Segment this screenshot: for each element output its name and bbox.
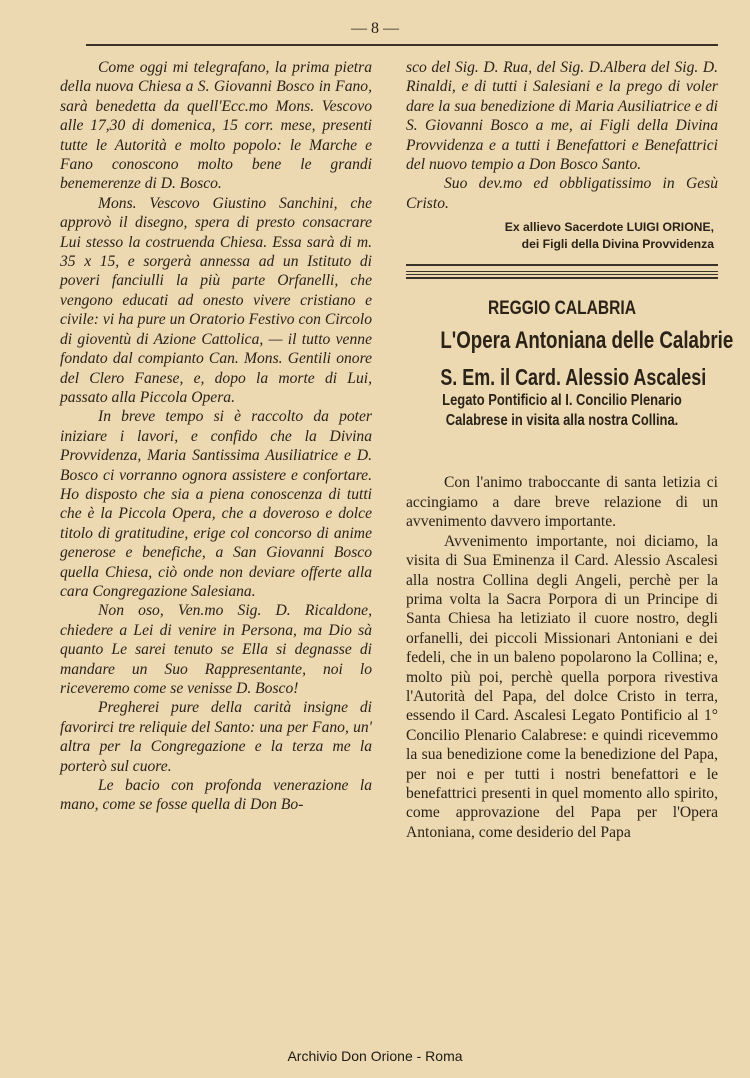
archive-footer: Archivio Don Orione - Roma (287, 1048, 463, 1064)
letter-closing: Suo dev.mo ed obbligatissimo in Gesù Cristo. (406, 175, 718, 212)
article-description (409, 391, 714, 431)
left-paragraph-2: Mons. Vescovo Giustino Sanchini, che approvò il disegno, spera di presto consacrare Lui stesso la costruenda Chiesa. Essa sarà di m. 35 x 15, e sorgerà annessa ad un Istituto di poveri fanciulli la più parte Orfanelli, che vengono educati ad onesto vivere cristiano e civile: vi ha pure un Oratorio Festivo con Circolo di gioventù di Azione Cattolica, — il tutto venne fondato dal compianto Can. Mons. Gentili onore del Clero Fanese, e, dopo la morte di Lui, passato alla Piccola Opera. (60, 194, 372, 406)
city-heading: REGGIO CALABRIA (487, 298, 637, 320)
article-description-line-2: Calabrese in visita alla nostra Collina. (445, 412, 679, 430)
section-divider-lower (406, 274, 718, 279)
left-paragraph-3: In breve tempo si è raccolto da poter iniziare i lavori, e confido che la Divina Provvidenza, Maria Santissima Ausiliatrice e D. Bosco ci vorranno ognora assistere e confortare. Ho disposto che sia a piena conoscenza di tutti che è la Piccola Opera, che a doveroso e dolce titolo di gratitudine, erige col concorso di anime generose e benefiche, a San Giovanni Bosco quella Chiesa, ciò onde non deviare offerte alla cara Congregazione Salesiana. (60, 408, 372, 600)
page-number: — 8 — (351, 20, 399, 37)
top-divider (86, 44, 718, 46)
article-subtitle: S. Em. il Card. Alessio Ascalesi (440, 364, 707, 391)
signature (406, 219, 718, 253)
signature-line-1: Ex allievo Sacerdote LUIGI ORIONE, (504, 220, 714, 235)
right-column (406, 58, 734, 842)
left-paragraph-1: Come oggi mi telegrafano, la prima pietra della nuova Chiesa a S. Giovanni Bosco in Fano, sarà benedetta da quell'Ecc.mo Mons. Vescovo alle 17,30 di domenica, 15 corr. mese, presenti tutte le Autorità e molto popolo: le Marche e Fano conoscono molto bene le grandi benemerenze di D. Bosco. (60, 59, 372, 193)
article-paragraph-2: Avvenimento importante, noi diciamo, la visita di Sua Eminenza il Card. Alessio Ascalesi alla nostra Collina degli Angeli, perchè per la prima volta la Sacra Porpora di un Principe di Santa Chiesa ha letiziato il cuore nostro, degli orfanelli, dei piccoli Missionari Antoniani e dei fedeli, che in un baleno popolarono la Collina; e, molto più poi, perchè quella porpora rivestiva l'Autorità del Papa, del dolce Cristo in terra, essendo il Card. Ascalesi Legato Pontificio al 1° Concilio Plenario Calabrese: e quindi ricevemmo la sua benedizione come la benedizione del Papa, per noi e per tutti i nostri benefattori e le benefattrici presenti in quel momento allo spirito, come approvazione del Papa per l'Opera Antoniana, come desiderio del Papa (406, 532, 718, 841)
article-paragraph-1: Con l'animo traboccante di santa letizia ci accingiamo a dare breve relazione di un avvenimento davvero importante. (406, 474, 718, 531)
article-description-line-1: Legato Pontificio al I. Concilio Plenario (442, 392, 682, 410)
left-paragraph-4: Non oso, Ven.mo Sig. D. Ricaldone, chiedere a Lei di venire in Persona, ma Dio sà quanto Le sarei tenuto se Ella si degnasse di mandare un Suo Rappresentante, noi lo riceveremo come se venisse D. Bosco! (60, 602, 372, 697)
signature-line-2: dei Figli della Divina Provvidenza (521, 237, 714, 252)
left-paragraph-5: Pregherei pure della carità insigne di favorirci tre reliquie del Santo: una per Fano, un' altra per la Congregazione e la terza me la porterò sul cuore. (60, 699, 372, 775)
left-column (60, 58, 372, 815)
letter-continuation: sco del Sig. D. Rua, del Sig. D.Albera del Sig. D. Rinaldi, e di tutti i Salesiani e la prego di voler dare la sua benedizione di Maria Ausiliatrice e di S. Giovanni Bosco a me, ai Figli della Divina Provvidenza e a tutti i Benefattori e Benefattrici del nuovo tempio a Don Bosco Santo. (406, 59, 718, 174)
article-title: L'Opera Antoniana delle Calabrie (440, 326, 734, 354)
article-body (406, 473, 718, 842)
section-divider (406, 264, 718, 272)
left-paragraph-6: Le bacio con profonda venerazione la mano, come se fosse quella di Don Bo- (60, 777, 372, 814)
